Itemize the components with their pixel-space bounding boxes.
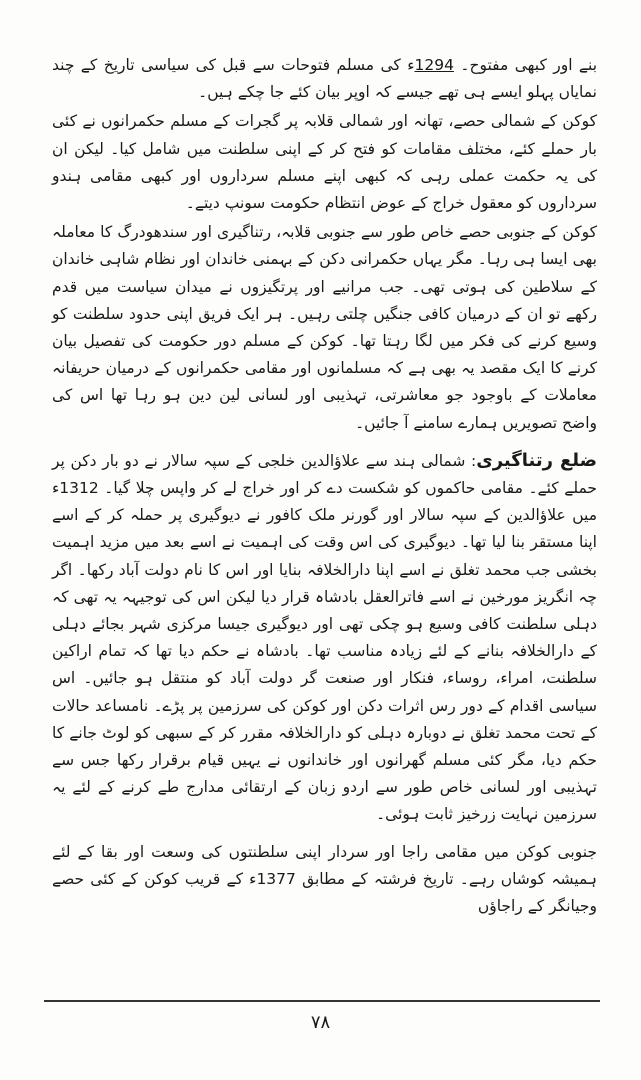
intro-text: بنے اور کبھی مفتوح۔ bbox=[453, 56, 598, 74]
footer-divider bbox=[44, 1000, 600, 1002]
paragraph-south-konkan: کوکن کے جنوبی حصے خاص طور سے جنوبی قلابہ، رتناگیری اور سندھودرگ کا معاملہ بھی ایسا ہی رہا۔ مگر یہاں حکمرانی دکن کے بہمنی خاندان اور نظام شاہی خاندان کے سلاطین کی ہوتی تھی۔ جب مرانیے اور پرتگیزوں نے میدان سیاست میں قدم رکھے تو ان کے درمیان کافی جنگیں چلتی رہیں۔ ہر ایک فریق اپنی حدود سلطنت کو وسیع کرنے کی فکر میں لگا رہتا تھا۔ کوکن کے مسلم دور حکومت کی تفصیل بیان کرنے کا ایک مقصد یہ بھی ہے کہ مسلمانوں اور مقامی حکمرانوں کے درمیان حریفانہ معاملات کے باوجود جو معاشرتی، تہذیبی اور لسانی لین دین ہو رہا تھا اس کی واضح تصویریں ہمارے سامنے آ جائیں۔ bbox=[52, 223, 597, 432]
paragraph-ratnagiri bbox=[52, 447, 597, 829]
paragraph-south-konkan-rajas: جنوبی کوکن میں مقامی راجا اور سردار اپنی سلطنتوں کی وسعت اور بقا کے لئے ہمیشہ کوشاں رہے۔ تاریخ فرشتہ کے مطابق 1377ء کے قریب کوکن کے کئی حصے وجیانگر کے راجاؤں bbox=[52, 842, 597, 916]
ratnagiri-text: : شمالی ہند سے علاؤالدین خلجی کے سپہ سالار نے دو بار دکن پر حملے کئے۔ مقامی حاکموں کو شکست دے کر اور خراج لے کر واپس چلا گیا۔ 1312ء میں علاؤالدین کے سپہ سالار اور گورنر ملک کافور نے دیوگیری پر حملہ کر کے اسے اپنا مستقر بنا لیا تھا۔ دیوگیری کی اس وقت کی اہمیت نے اسے بعد میں مزید اہمیت بخشی جب محمد تغلق نے اسے اپنا دارالخلافہ بنایا اور اس کا نام دولت آباد رکھا۔ اگر چہ انگریز مورخین نے اسے فاترالعقل بادشاہ قرار دیا لیکن اس کی توجیہہ یہ تھی کہ دہلی سلطنت کافی وسیع ہو چکی تھی اور دیوگیری جیسا مرکزی شہر بجائے دہلی کے دارالخلافہ بنانے کے لئے زیادہ مناسب تھا۔ بادشاہ نے حکم دیا تھا کہ تمام اراکین سلطنت، امراء، روساء، فنکار اور صنعت گر دولت آباد کو منتقل ہو جائیں۔ اس سیاسی اقدام کے دور رس اثرات دکن اور کوکن کی سرزمین پر پڑے۔ نامساعد حالات کے تحت محمد تغلق نے دوبارہ دہلی کو دارالخلافہ مقرر کر کے سبھی کو لوٹ جانے کا حکم دیا، مگر کئی مسلم گھرانوں اور خاندانوں نے یہیں قیام برقرار رکھا جس سے تہذیبی اور لسانی خاص طور سے اردو زبان کے ارتقائی مدارج طے کرنے کے لئے یہ سرزمین نہایت زرخیز ثابت ہوئی۔ bbox=[52, 451, 597, 824]
paragraph-intro bbox=[52, 52, 597, 106]
section-heading-ratnagiri: ضلع رتناگیری bbox=[476, 449, 597, 471]
page-number: ۷۸ bbox=[310, 1012, 331, 1033]
paragraph-north-konkan: کوکن کے شمالی حصے، تھانہ اور شمالی قلابہ پر گجرات کے مسلم حکمرانوں نے کئی بار حملے کئے، مختلف مقامات کو فتح کر کے اپنی سلطنت میں شامل کیا۔ لیکن ان کی یہ حکمت عملی رہی کہ کبھی اپنے مسلم سرداروں اور کبھی مقامی ہندو سرداروں کو معقول خراج کے عوض انتظام حکومت سونپ دیتے۔ bbox=[52, 112, 597, 213]
year-1294: 1294 bbox=[414, 56, 454, 74]
intro-text-cont: ء کی مسلم فتوحات سے قبل کی سیاسی تاریخ کے چند نمایاں پہلو ایسے ہی تھے جیسے کہ اوپر بیان کئے جا چکے ہیں۔ bbox=[52, 56, 597, 102]
body-text bbox=[52, 52, 597, 920]
